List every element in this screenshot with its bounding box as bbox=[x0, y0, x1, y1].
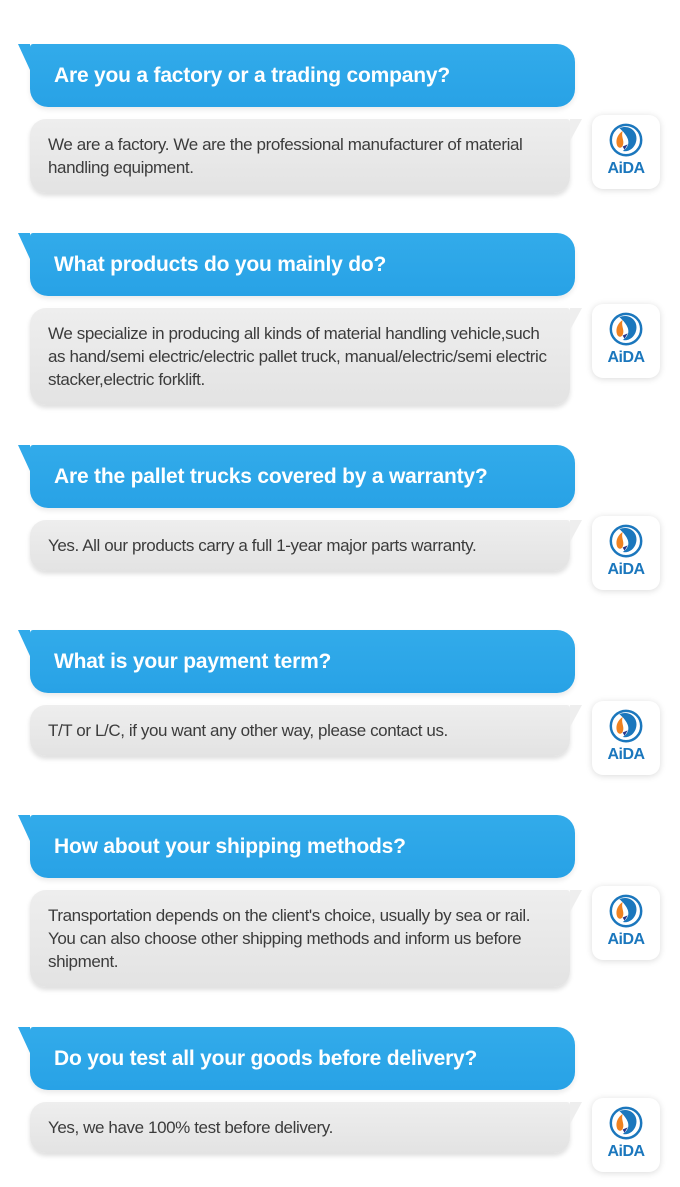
faq-item bbox=[0, 630, 680, 775]
brand-logo-card bbox=[592, 516, 660, 590]
question-text: How about your shipping methods? bbox=[54, 834, 406, 858]
brand-logo-card bbox=[592, 115, 660, 189]
brand-logo-card bbox=[592, 304, 660, 378]
answer-row bbox=[30, 890, 660, 987]
aida-swirl-icon bbox=[607, 1105, 645, 1143]
answer-row bbox=[30, 1102, 660, 1172]
aida-swirl-icon bbox=[607, 523, 645, 561]
brand-wordmark: AiDA bbox=[607, 1143, 645, 1160]
answer-text: We are a factory. We are the professional manufacturer of material handling equipment. bbox=[48, 135, 523, 177]
brand-logo-card bbox=[592, 701, 660, 775]
answer-bubble bbox=[30, 890, 570, 987]
brand-wordmark: AiDA bbox=[607, 349, 645, 366]
faq-item bbox=[0, 44, 680, 193]
brand-logo-card bbox=[592, 1098, 660, 1172]
question-bubble bbox=[30, 233, 575, 296]
aida-swirl-icon bbox=[607, 893, 645, 931]
answer-text: Yes. All our products carry a full 1-year major parts warranty. bbox=[48, 536, 477, 555]
question-text: Do you test all your goods before delivery? bbox=[54, 1046, 478, 1070]
question-bubble bbox=[30, 630, 575, 693]
brand-wordmark: AiDA bbox=[607, 561, 645, 578]
question-bubble bbox=[30, 1027, 575, 1090]
question-bubble bbox=[30, 815, 575, 878]
answer-text: Transportation depends on the client's choice, usually by sea or rail. You can also choose other shipping methods and inform us before shipment. bbox=[48, 906, 531, 971]
faq-item bbox=[0, 1027, 680, 1172]
answer-text: Yes, we have 100% test before delivery. bbox=[48, 1118, 333, 1137]
aida-swirl-icon bbox=[607, 122, 645, 160]
brand-wordmark: AiDA bbox=[607, 931, 645, 948]
answer-row bbox=[30, 520, 660, 590]
aida-swirl-icon bbox=[607, 708, 645, 746]
answer-row bbox=[30, 705, 660, 775]
answer-bubble bbox=[30, 119, 570, 193]
question-text: What products do you mainly do? bbox=[54, 252, 387, 276]
answer-text: T/T or L/C, if you want any other way, please contact us. bbox=[48, 721, 448, 740]
answer-bubble bbox=[30, 308, 570, 405]
brand-logo-card bbox=[592, 886, 660, 960]
answer-bubble bbox=[30, 520, 570, 571]
answer-row bbox=[30, 119, 660, 193]
question-bubble bbox=[30, 445, 575, 508]
answer-text: We specialize in producing all kinds of material handling vehicle,such as hand/semi electric/electric pallet truck, manual/electric/semi electric stacker,electric forklift. bbox=[48, 324, 547, 389]
question-text: Are the pallet trucks covered by a warranty? bbox=[54, 464, 488, 488]
brand-wordmark: AiDA bbox=[607, 160, 645, 177]
faq-item bbox=[0, 233, 680, 405]
brand-wordmark: AiDA bbox=[607, 746, 645, 763]
question-text: Are you a factory or a trading company? bbox=[54, 63, 450, 87]
answer-bubble bbox=[30, 1102, 570, 1153]
aida-swirl-icon bbox=[607, 311, 645, 349]
answer-row bbox=[30, 308, 660, 405]
faq-item bbox=[0, 445, 680, 590]
answer-bubble bbox=[30, 705, 570, 756]
question-text: What is your payment term? bbox=[54, 649, 332, 673]
faq-item bbox=[0, 815, 680, 987]
question-bubble bbox=[30, 44, 575, 107]
